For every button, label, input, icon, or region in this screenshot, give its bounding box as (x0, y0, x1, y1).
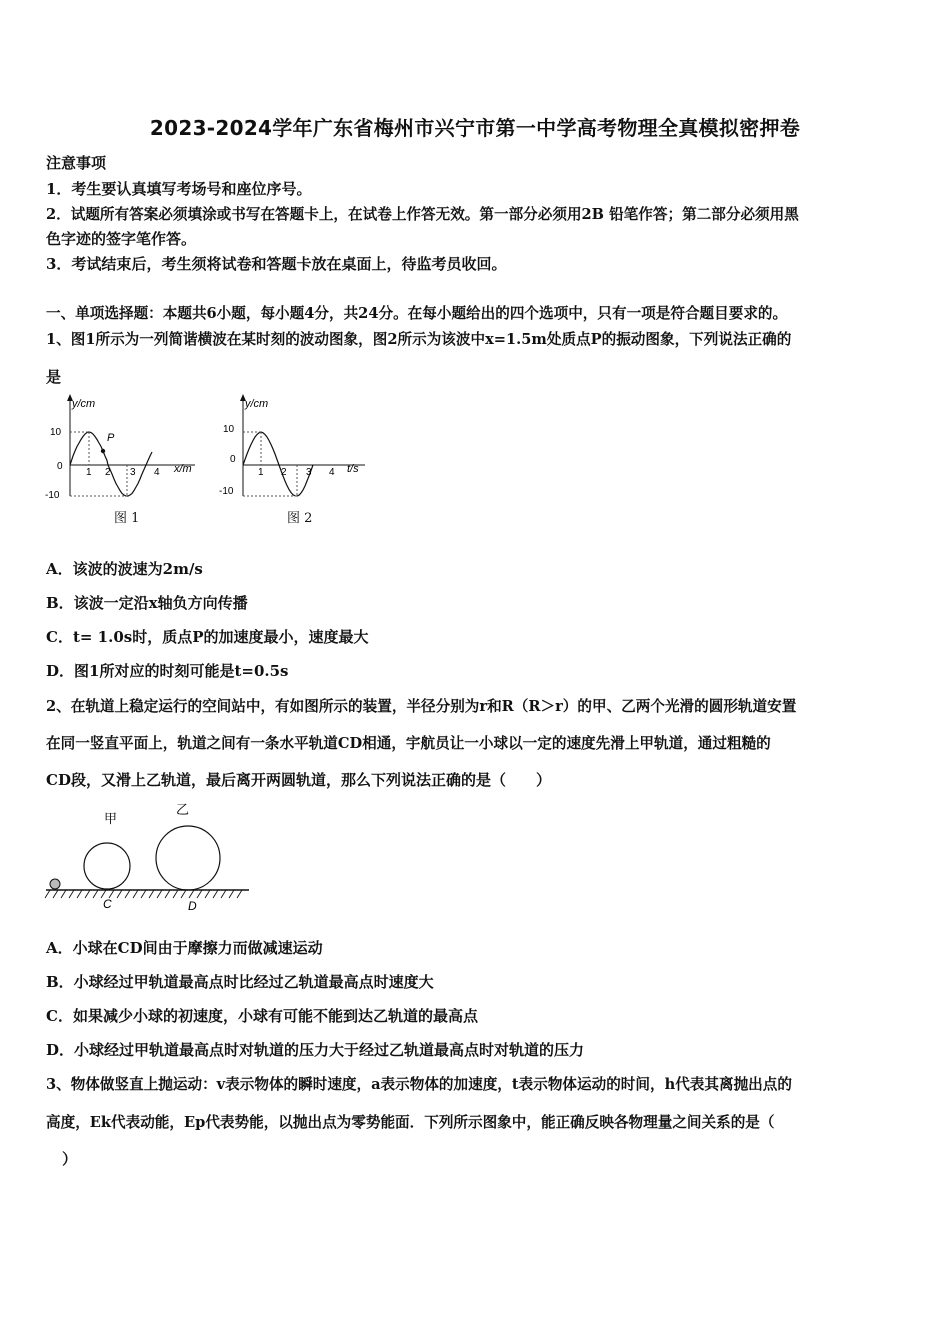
option-d: D．图1所对应的时刻可能是t=0.5s (46, 662, 289, 680)
question-2-stem: 在同一竖直平面上，轨道之间有一条水平轨道CD相通，宇航员让一小球以一定的速度先滑上甲轨道，通过粗糙的 (46, 735, 771, 752)
option-a: A．该波的波速为2m/s (46, 560, 203, 578)
question-2-stem: 2、在轨道上稳定运行的空间站中，有如图所示的装置，半径分别为r和R（R＞r）的甲、乙两个光滑的圆形轨道安置 (46, 698, 797, 715)
t-tick-label: 3 (306, 467, 312, 478)
question-1-stem: 1、图1所示为一列简谐横波在某时刻的波动图象，图2所示为该波中x=1.5m处质点P的振动图象，下列说法正确的 (46, 331, 792, 348)
option-b: B．该波一定沿x轴负方向传播 (46, 594, 248, 612)
y-tick-label: 0 (230, 454, 236, 465)
notice-item: 2．试题所有答案必须填涂或书写在答题卡上，在试卷上作答无效。第一部分必须用2B 铅笔作答；第二部分必须用黑 (46, 206, 799, 223)
y-axis-label: y/cm (72, 398, 96, 410)
notice-item: 1．考生要认真填写考场号和座位序号。 (46, 180, 312, 198)
option-c: C．t= 1.0s时，质点P的加速度最小，速度最大 (46, 628, 369, 646)
y-tick-label: 10 (223, 424, 235, 435)
vibration-graph-figure-2 (215, 392, 380, 504)
point-p-label: P (107, 432, 115, 444)
notice-item: 色字迹的签字笔作答。 (46, 230, 197, 248)
question-3-stem: 高度，Ek代表动能，Ep代表势能，以抛出点为零势能面．下列所示图象中，能正确反映各物理量之间关系的是（ (46, 1114, 775, 1131)
t-axis-label: t/s (347, 463, 359, 475)
notice-heading: 注意事项 (46, 154, 107, 172)
figure-2-caption: 图 2 (287, 511, 313, 526)
x-tick-label: 4 (154, 467, 160, 478)
section-heading: 一、单项选择题：本题共6小题，每小题4分，共24分。在每小题给出的四个选项中，只有一项是符合题目要求的。 (46, 305, 788, 322)
option-c: C．如果减少小球的初速度，小球有可能不能到达乙轨道的最高点 (46, 1007, 478, 1025)
page-title: 2023-2024学年广东省梅州市兴宁市第一中学高考物理全真模拟密押卷 (149, 116, 801, 140)
option-a: A．小球在CD间由于摩擦力而做减速运动 (46, 939, 323, 957)
t-tick-label: 2 (281, 467, 287, 478)
question-3-stem: ） (62, 1150, 78, 1168)
question-3-stem: 3、物体做竖直上抛运动：v表示物体的瞬时速度，a表示物体的加速度，t表示物体运动的时间，h代表其离抛出点的 (46, 1076, 792, 1093)
track-yi-label: 乙 (176, 802, 190, 817)
track-jia-label: 甲 (104, 811, 118, 826)
y-axis-label: y/cm (245, 398, 269, 410)
option-b: B．小球经过甲轨道最高点时比经过乙轨道最高点时速度大 (46, 973, 434, 991)
point-c-label: C (103, 897, 112, 911)
wave-graph-figure-1 (40, 392, 205, 504)
y-tick-label: 0 (57, 461, 63, 472)
y-tick-label: -10 (45, 490, 60, 501)
x-tick-label: 3 (130, 467, 136, 478)
y-tick-label: -10 (219, 486, 234, 497)
x-axis-label: x/m (174, 463, 192, 475)
figure-1-caption: 图 1 (114, 511, 140, 526)
question-2-stem: CD段，又滑上乙轨道，最后离开两圆轨道，那么下列说法正确的是（ ） (46, 771, 551, 789)
t-tick-label: 1 (258, 467, 264, 478)
notice-item: 3．考试结束后，考生须将试卷和答题卡放在桌面上，待监考员收回。 (46, 255, 507, 273)
t-tick-label: 4 (329, 467, 335, 478)
x-tick-label: 1 (86, 467, 92, 478)
option-d: D．小球经过甲轨道最高点时对轨道的压力大于经过乙轨道最高点时对轨道的压力 (46, 1041, 585, 1059)
y-tick-label: 10 (50, 427, 62, 438)
question-1-stem: 是 (46, 368, 62, 386)
circular-tracks-figure (44, 798, 254, 913)
point-d-label: D (188, 899, 197, 913)
x-tick-label: 2 (105, 467, 111, 478)
